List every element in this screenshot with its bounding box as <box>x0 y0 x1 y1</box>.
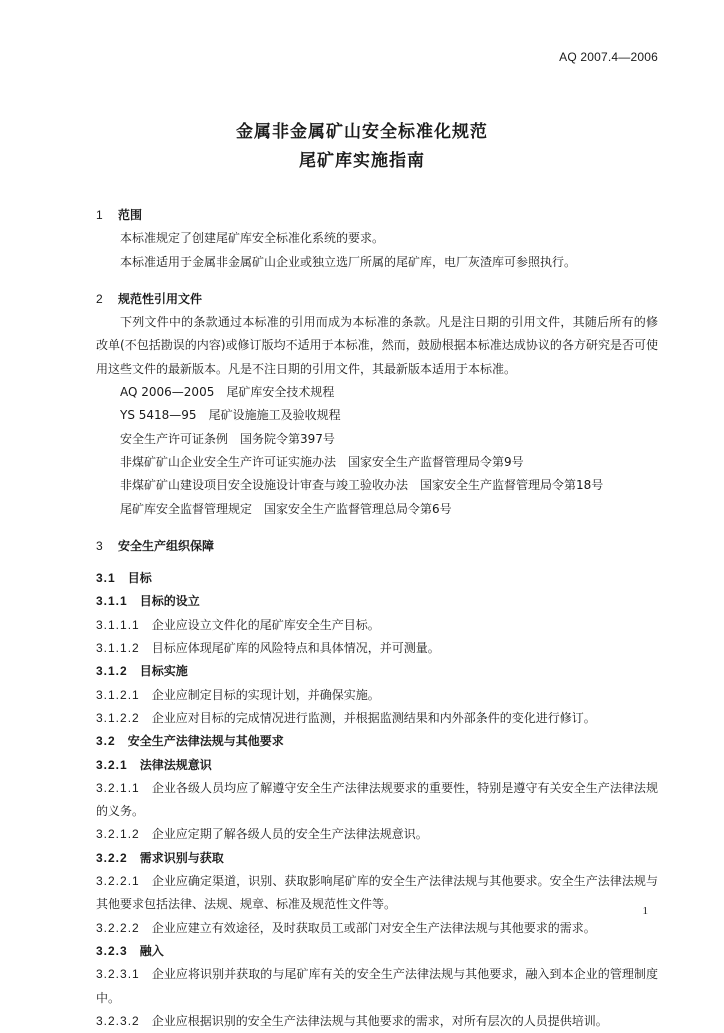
subsection-heading <box>96 754 658 777</box>
subsection-title: 安全生产法律法规与其他要求 <box>127 734 284 749</box>
clause-number: 3.1.2.1 <box>96 687 140 702</box>
document-body <box>96 204 658 1033</box>
standard-code: AQ 2007.4—2006 <box>559 50 658 64</box>
reference-item: 非煤矿矿山建设项目安全设施设计审查与竣工验收办法 国家安全生产监督管理局令第18号 <box>120 478 604 493</box>
section-2-heading <box>96 288 658 311</box>
subsection-title: 目标实施 <box>139 664 188 679</box>
clause <box>96 823 658 846</box>
section-title: 规范性引用文件 <box>118 291 203 306</box>
clause-text: 企业应根据识别的安全生产法律法规与其他要求的需求，对所有层次的人员提供培训。 <box>151 1013 608 1028</box>
paragraph: 本标准适用于金属非金属矿山企业或独立选厂所属的尾矿库，电厂灰渣库可参照执行。 <box>120 254 577 269</box>
clause-number: 3.2.2.2 <box>96 920 140 935</box>
subsection-number: 3.2.3 <box>96 943 128 958</box>
subsection-heading <box>96 590 658 613</box>
section-number: 3 <box>96 538 103 553</box>
clause-number: 3.1.2.2 <box>96 710 140 725</box>
subsection-title: 目标的设立 <box>139 594 200 609</box>
clause-text: 企业应确定渠道，识别、获取影响尾矿库的安全生产法律法规与其他要求。安全生产法律法规与其他要求包括法律、法规、规章、标准及规范性文件等。 <box>96 874 658 912</box>
clause-number: 3.2.3.2 <box>96 1013 140 1028</box>
clause-text: 企业应设立文件化的尾矿库安全生产目标。 <box>151 617 380 632</box>
subsection-number: 3.2.2 <box>96 850 128 865</box>
clause <box>96 963 658 1010</box>
clause <box>96 684 658 707</box>
subsection-heading <box>96 940 658 963</box>
clause-text: 企业应对目标的完成情况进行监测，并根据监测结果和内外部条件的变化进行修订。 <box>151 710 596 725</box>
clause <box>96 777 658 824</box>
page-number: 1 <box>642 905 648 917</box>
section-number: 2 <box>96 291 103 306</box>
clause-number: 3.1.1.1 <box>96 617 140 632</box>
section-3-heading <box>96 535 658 558</box>
section-title: 安全生产组织保障 <box>118 538 215 553</box>
subsection-title: 法律法规意识 <box>139 757 212 772</box>
reference-item: 非煤矿矿山企业安全生产许可证实施办法 国家安全生产监督管理局令第9号 <box>120 454 524 469</box>
clause-text: 企业应建立有效途径，及时获取员工或部门对安全生产法律法规与其他要求的需求。 <box>151 920 596 935</box>
clause <box>96 1010 658 1033</box>
subsection-title: 需求识别与获取 <box>139 850 224 865</box>
reference-item: 安全生产许可证条例 国务院令第397号 <box>120 431 335 446</box>
clause <box>96 637 658 660</box>
clause-text: 企业应制定目标的实现计划，并确保实施。 <box>151 687 380 702</box>
document-subtitle: 尾矿库实施指南 <box>299 151 425 171</box>
subsection-title: 融入 <box>139 943 164 958</box>
section-number: 1 <box>96 208 103 222</box>
clause-text: 目标应体现尾矿库的风险特点和具体情况，并可测量。 <box>151 641 440 656</box>
clause-number: 3.2.1.1 <box>96 780 140 795</box>
subsection-number: 3.2 <box>96 734 116 749</box>
paragraph: 下列文件中的条款通过本标准的引用而成为本标准的条款。凡是注日期的引用文件，其随后所有的修改单(不包括勘误的内容)或修订版均不适用于本标准，然而，鼓励根据本标准达成协议的各方研究是否可使用这些文件的最新版本。凡是不注日期的引用文件，其最新版本适用于本标准。 <box>96 315 658 376</box>
subsection-number: 3.1.1 <box>96 594 128 609</box>
subsection-number: 3.2.1 <box>96 757 128 772</box>
clause <box>96 614 658 637</box>
subsection-heading <box>96 730 658 753</box>
reference-item: 尾矿库安全监督管理规定 国家安全生产监督管理总局令第6号 <box>120 501 452 516</box>
subsection-heading <box>96 847 658 870</box>
clause-number: 3.2.2.1 <box>96 874 140 889</box>
subsection-heading <box>96 567 658 590</box>
subsection-title: 目标 <box>127 571 152 586</box>
paragraph: 本标准规定了创建尾矿库安全标准化系统的要求。 <box>120 231 385 246</box>
clause <box>96 870 658 917</box>
clause-number: 3.1.1.2 <box>96 641 140 656</box>
clause-number: 3.2.1.2 <box>96 827 140 842</box>
section-title: 范围 <box>118 208 143 222</box>
document-title: 金属非金属矿山安全标准化规范 <box>236 122 488 142</box>
subsection-heading <box>96 660 658 683</box>
clause-number: 3.2.3.1 <box>96 967 140 982</box>
section-1-heading <box>96 204 658 227</box>
clause <box>96 707 658 730</box>
clause-text: 企业各级人员均应了解遵守安全生产法律法规要求的重要性，特别是遵守有关安全生产法律法规的义务。 <box>96 780 658 819</box>
clause-text: 企业应将识别并获取的与尾矿库有关的安全生产法律法规与其他要求，融入到本企业的管理制度中。 <box>96 967 658 1005</box>
clause-text: 企业应定期了解各级人员的安全生产法律法规意识。 <box>151 827 428 842</box>
reference-item: AQ 2006—2005 尾矿库安全技术规程 <box>120 385 335 400</box>
subsection-number: 3.1 <box>96 571 116 586</box>
clause <box>96 917 658 940</box>
reference-item: YS 5418—95 尾矿设施施工及验收规程 <box>120 408 341 423</box>
subsection-number: 3.1.2 <box>96 664 128 679</box>
